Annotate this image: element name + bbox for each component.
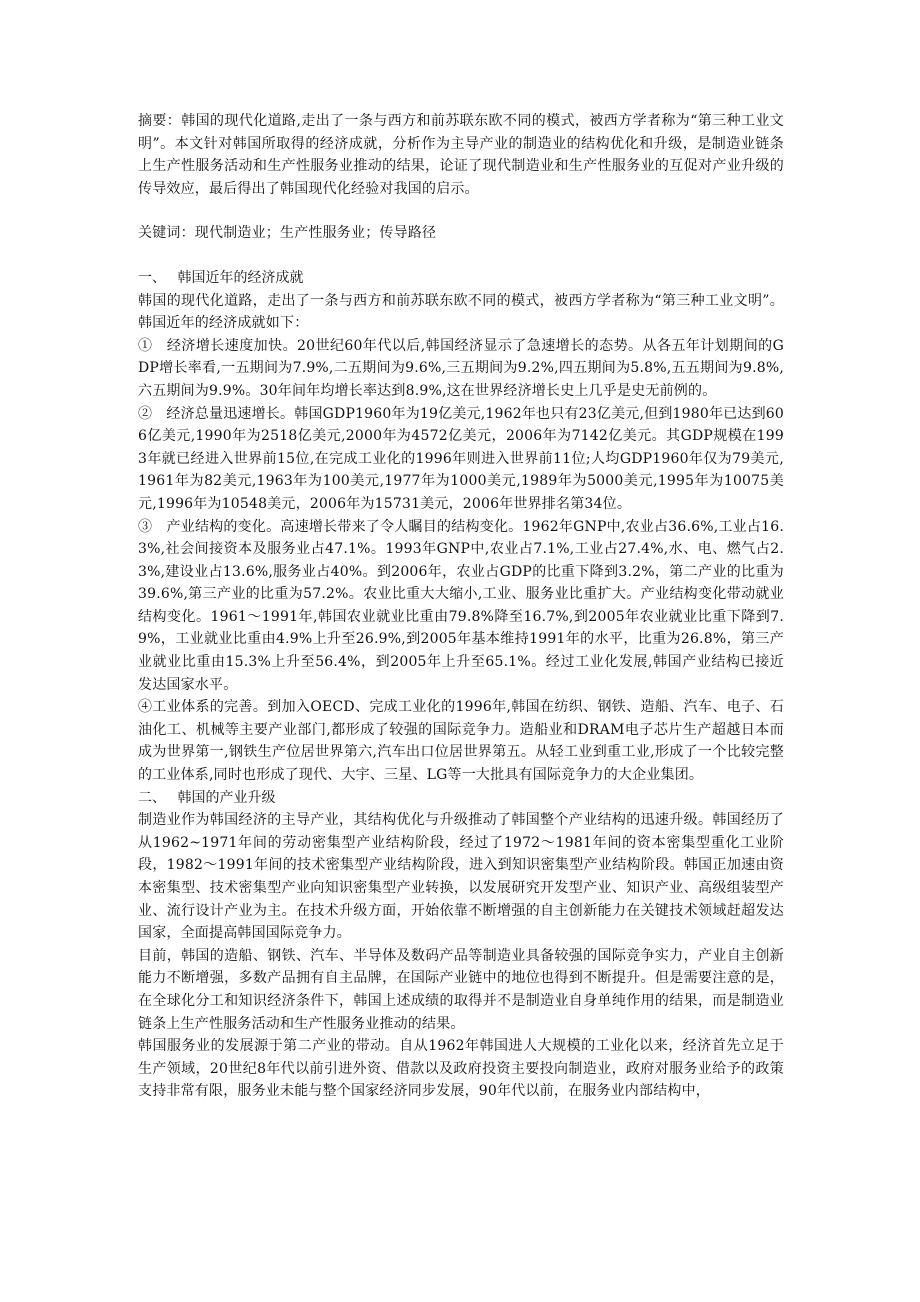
document-body xyxy=(138,110,784,1103)
section-heading-1: 一、 韩国近年的经济成就 xyxy=(138,269,304,286)
section1-item-4: ④工业体系的完善。到加入OECD、完成工业化的1996年,韩国在纺织、钢铁、造船、汽车、电子、石油化工、机械等主要产业部门,都形成了较强的国际竞争力。造船业和DRAM电子芯片生产超越日本而成为世界第一,钢铁生产位居世界第六,汽车出口位居世界第五。从轻工业到重工业,形成了一个比较完整的工业体系,同时也形成了现代、大宇、三星、LG等一大批具有国际竞争力的大企业集团。 xyxy=(138,699,784,784)
spacer xyxy=(138,200,784,222)
abstract-paragraph: 摘要：韩国的现代化道路,走出了一条与西方和前苏联东欧不同的模式，被西方学者称为“第三种工业文明”。本文针对韩国所取得的经济成就，分析作为主导产业的制造业的结构优化和升级，是制造业链条上生产性服务活动和生产性服务业推动的结果，论证了现代制造业和生产性服务业的互促对产业升级的传导效应，最后得出了韩国现代化经验对我国的启示。 xyxy=(138,113,784,197)
section2-paragraph-1: 制造业作为韩国经济的主导产业，其结构优化与升级推动了韩国整个产业结构的迅速升级。韩国经历了从1962~1971年间的劳动密集型产业结构阶段，经过了1972～1981年间的资本密集型重化工业阶段，1982～1991年间的技术密集型产业结构阶段，进入到知识密集型产业结构阶段。韩国正加速由资本密集型、技术密集型产业向知识密集型产业转换，以发展研究开发型产业、知识产业、高级组装型产业、流行设计产业为主。在技术升级方面，开始依靠不断增强的自主创新能力在关键技术领域赶超发达国家，全面提高韩国国际竞争力。 xyxy=(138,812,784,942)
section1-item-3: ③ 产业结构的变化。高速增长带来了令人瞩目的结构变化。1962年GNP中,农业占36.6%,工业占16.3%,社会间接资本及服务业占47.1%。1993年GNP中,农业占7.1%,工业占27.4%,水、电、燃气占2.3%,建设业占13.6%,服务业占40%。到2006年，农业占GDP的比重下降到3.2%，第二产业的比重为39.6%,第三产业的比重为57.2%。农业比重大大缩小,工业、服务业比重扩大。产业结构变化带动就业结构变化。1961～1991年,韩国农业就业比重由79.8%降至16.7%,到2005年农业就业比重下降到7.9%，工业就业比重由4.9%上升至26.9%,到2005年基本维持1991年的水平，比重为26.8%，第三产业就业比重由15.3%上升至56.4%，到2005年上升至65.1%。经过工业化发展,韩国产业结构已接近发达国家水平。 xyxy=(138,518,784,693)
section1-item-1: ① 经济增长速度加快。20世纪60年代以后,韩国经济显示了急速增长的态势。从各五年计划期间的GDP增长率看,一五期间为7.9%,二五期间为9.6%,三五期间为9.2%,四五期间为5.8%,五五期间为9.8%,六五期间为9.9%。30年间年均增长率达到8.9%,这在世界经济增长史上几乎是史无前例的。 xyxy=(138,337,784,399)
section1-intro: 韩国的现代化道路，走出了一条与西方和前苏联东欧不同的模式，被西方学者称为“第三种工业文明”。韩国近年的经济成就如下： xyxy=(138,292,784,332)
spacer xyxy=(138,245,784,267)
section2-paragraph-3: 韩国服务业的发展源于第二产业的带动。自从1962年韩国进人大规模的工业化以来，经济首先立足于生产领域，20世纪8年代以前引进外资、借款以及政府投资主要投向制造业，政府对服务业给予的政策支持非常有限，服务业未能与整个国家经济同步发展，90年代以前，在服务业内部结构中， xyxy=(138,1038,784,1100)
section1-item-2: ② 经济总量迅速增长。韩国GDP1960年为19亿美元,1962年也只有23亿美元,但到1980年已达到606亿美元,1990年为2518亿美元,2000年为4572亿美元，2006年为7142亿美元。其GDP规模在1993年就已经进入世界前15位,在完成工业化的1996年则进入世界前11位;人均GDP1960年仅为79美元,1961年为82美元,1963年为100美元,1977年为1000美元,1989年为5000美元,1995年为10075美元,1996年为10548美元，2006年为15731美元，2006年世界排名第34位。 xyxy=(138,405,784,512)
keywords-line: 关键词：现代制造业；生产性服务业；传导路径 xyxy=(138,225,437,242)
section2-paragraph-2: 目前，韩国的造船、钢铁、汽车、半导体及数码产品等制造业具备较强的国际竞争实力，产业自主创新能力不断增强，多数产品拥有自主品牌，在国际产业链中的地位也得到不断提升。但是需要注意的是，在全球化分工和知识经济条件下，韩国上述成绩的取得并不是制造业自身单纯作用的结果，而是制造业链条上生产性服务活动和生产性服务业推动的结果。 xyxy=(138,947,784,1032)
section-heading-2: 二、 韩国的产业升级 xyxy=(138,789,276,806)
